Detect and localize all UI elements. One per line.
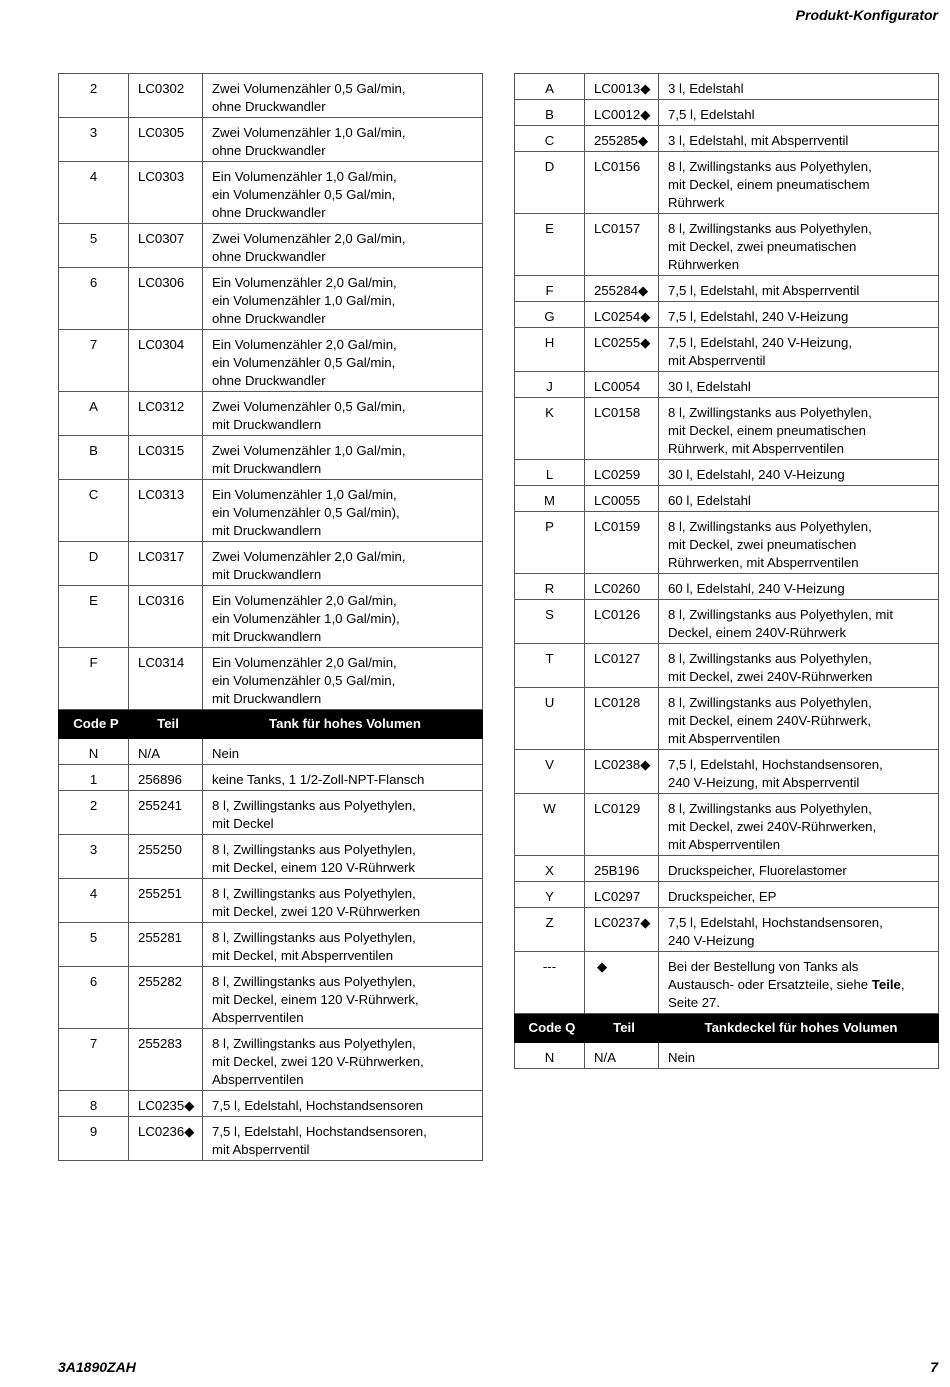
description-line: Ein Volumenzähler 2,0 Gal/min, xyxy=(212,275,397,290)
description-line: Ein Volumenzähler 1,0 Gal/min, xyxy=(212,169,397,184)
row-code: 7 xyxy=(59,1029,129,1091)
row-description xyxy=(203,586,483,648)
row-description xyxy=(659,574,939,600)
description-line: mit Absperrventil xyxy=(668,353,766,368)
row-code: A xyxy=(59,392,129,436)
left-code-p-rows xyxy=(59,739,483,1161)
row-code: H xyxy=(515,328,585,372)
description-line: 8 l, Zwillingstanks aus Polyethylen, xyxy=(668,651,872,666)
right-rows xyxy=(515,74,939,952)
description-line: Rührwerken, mit Absperrventilen xyxy=(668,555,859,570)
description-line: 30 l, Edelstahl, 240 V-Heizung xyxy=(668,467,845,482)
row-description xyxy=(659,152,939,214)
row-description xyxy=(203,1091,483,1117)
table-row xyxy=(515,302,939,328)
row-description xyxy=(203,542,483,586)
description-line: Zwei Volumenzähler 2,0 Gal/min, xyxy=(212,231,406,246)
note-line-2-pre: Austausch- oder Ersatzteile, siehe xyxy=(668,977,872,992)
description-line: 8 l, Zwillingstanks aus Polyethylen, mit xyxy=(668,607,894,622)
row-description xyxy=(659,276,939,302)
row-part-number: LC0317 xyxy=(129,542,203,586)
row-code: T xyxy=(515,644,585,688)
row-description xyxy=(659,794,939,856)
description-line: ohne Druckwandler xyxy=(212,311,326,326)
row-code: F xyxy=(59,648,129,710)
table-row xyxy=(515,600,939,644)
row-part-number: LC0156 xyxy=(585,152,659,214)
description-line: 7,5 l, Edelstahl, 240 V-Heizung xyxy=(668,309,849,324)
row-code: A xyxy=(515,74,585,100)
section-desc-header: Tankdeckel für hohes Volumen xyxy=(659,1014,939,1043)
row-description xyxy=(203,791,483,835)
row-part-number: LC0313 xyxy=(129,480,203,542)
row-description xyxy=(659,486,939,512)
row-code: L xyxy=(515,460,585,486)
row-part-number: 255241 xyxy=(129,791,203,835)
row-part-number: LC0312 xyxy=(129,392,203,436)
row-code: 9 xyxy=(59,1117,129,1161)
row-part-number: LC0158 xyxy=(585,398,659,460)
table-row xyxy=(59,967,483,1029)
row-code: D xyxy=(59,542,129,586)
row-code: F xyxy=(515,276,585,302)
row-part-number: LC0259 xyxy=(585,460,659,486)
row-description xyxy=(203,330,483,392)
section-code-header: Code Q xyxy=(515,1014,585,1043)
row-part-number: LC0297 xyxy=(585,882,659,908)
row-code: P xyxy=(515,512,585,574)
document-number: 3A1890ZAH xyxy=(58,1359,136,1375)
description-line: mit Deckel, einem 120 V-Rührwerk, xyxy=(212,992,419,1007)
row-part-number: LC0316 xyxy=(129,586,203,648)
description-line: mit Druckwandlern xyxy=(212,523,322,538)
description-line: Zwei Volumenzähler 0,5 Gal/min, xyxy=(212,399,406,414)
left-config-table xyxy=(58,73,483,1161)
row-part-number: 255250 xyxy=(129,835,203,879)
description-line: mit Deckel, zwei 120 V-Rührwerken, xyxy=(212,1054,424,1069)
row-description xyxy=(203,1029,483,1091)
section-code-header: Code P xyxy=(59,710,129,739)
right-config-table xyxy=(514,73,939,1069)
row-part-number: N/A xyxy=(585,1043,659,1069)
description-line: Ein Volumenzähler 2,0 Gal/min, xyxy=(212,337,397,352)
row-description xyxy=(203,392,483,436)
row-code: 5 xyxy=(59,923,129,967)
description-line: mit Deckel, zwei 240V-Rührwerken, xyxy=(668,819,877,834)
table-row xyxy=(515,574,939,600)
description-line: mit Druckwandlern xyxy=(212,691,322,706)
description-line: mit Deckel, zwei 240V-Rührwerken xyxy=(668,669,873,684)
description-line: 3 l, Edelstahl, mit Absperrventil xyxy=(668,133,849,148)
note-line-3: Seite 27. xyxy=(668,995,721,1010)
description-line: mit Deckel, zwei pneumatischen xyxy=(668,239,857,254)
row-code: 8 xyxy=(59,1091,129,1117)
table-row xyxy=(59,835,483,879)
row-description xyxy=(659,908,939,952)
description-line: Druckspeicher, Fluorelastomer xyxy=(668,863,847,878)
row-part-number: LC0303 xyxy=(129,162,203,224)
description-line: mit Deckel, mit Absperrventilen xyxy=(212,948,394,963)
description-line: mit Deckel, zwei pneumatischen xyxy=(668,537,857,552)
row-code: B xyxy=(515,100,585,126)
table-row xyxy=(515,856,939,882)
row-code: 6 xyxy=(59,268,129,330)
description-line: mit Druckwandlern xyxy=(212,417,322,432)
row-description xyxy=(203,923,483,967)
description-line: mit Deckel, einem pneumatischen xyxy=(668,423,866,438)
description-line: Zwei Volumenzähler 1,0 Gal/min, xyxy=(212,443,406,458)
row-part-number: LC0012◆ xyxy=(585,100,659,126)
description-line: Nein xyxy=(668,1050,696,1065)
note-description xyxy=(659,952,939,1014)
table-row xyxy=(59,791,483,835)
table-row xyxy=(59,436,483,480)
table-row xyxy=(515,372,939,398)
table-row xyxy=(59,74,483,118)
table-row xyxy=(515,100,939,126)
row-part-number: LC0013◆ xyxy=(585,74,659,100)
table-row xyxy=(515,486,939,512)
description-line: 8 l, Zwillingstanks aus Polyethylen, xyxy=(668,695,872,710)
row-description xyxy=(659,1043,939,1069)
description-line: ohne Druckwandler xyxy=(212,143,326,158)
description-line: 7,5 l, Edelstahl, 240 V-Heizung, xyxy=(668,335,853,350)
row-part-number: 255251 xyxy=(129,879,203,923)
row-part-number: LC0314 xyxy=(129,648,203,710)
row-code: D xyxy=(515,152,585,214)
description-line: ein Volumenzähler 0,5 Gal/min, xyxy=(212,355,396,370)
description-line: mit Deckel, einem 240V-Rührwerk, xyxy=(668,713,872,728)
left-top-rows xyxy=(59,74,483,710)
note-part: ◆ xyxy=(585,952,659,1014)
row-code: K xyxy=(515,398,585,460)
row-code: V xyxy=(515,750,585,794)
row-code: R xyxy=(515,574,585,600)
description-line: ein Volumenzähler 0,5 Gal/min, xyxy=(212,187,396,202)
description-line: 7,5 l, Edelstahl, Hochstandsensoren xyxy=(212,1098,424,1113)
description-line: 240 V-Heizung xyxy=(668,933,755,948)
note-line-2-post: , xyxy=(900,977,905,992)
table-row xyxy=(59,330,483,392)
section-header-code-p xyxy=(59,710,483,739)
description-line: Absperrventilen xyxy=(212,1072,304,1087)
right-code-q-rows xyxy=(515,1043,939,1069)
description-line: ohne Druckwandler xyxy=(212,373,326,388)
description-line: 8 l, Zwillingstanks aus Polyethylen, xyxy=(212,930,416,945)
description-line: mit Deckel xyxy=(212,816,274,831)
row-part-number: 255285◆ xyxy=(585,126,659,152)
table-row xyxy=(515,644,939,688)
description-line: 8 l, Zwillingstanks aus Polyethylen, xyxy=(212,886,416,901)
table-row xyxy=(515,460,939,486)
row-description xyxy=(203,118,483,162)
row-code: E xyxy=(515,214,585,276)
description-line: Nein xyxy=(212,746,240,761)
row-code: 7 xyxy=(59,330,129,392)
row-part-number: LC0315 xyxy=(129,436,203,480)
row-description xyxy=(203,739,483,765)
table-row xyxy=(59,480,483,542)
row-part-number: LC0054 xyxy=(585,372,659,398)
row-description xyxy=(203,765,483,791)
row-code: 6 xyxy=(59,967,129,1029)
table-row xyxy=(515,74,939,100)
description-line: Ein Volumenzähler 2,0 Gal/min, xyxy=(212,593,397,608)
row-description xyxy=(659,882,939,908)
table-row xyxy=(59,923,483,967)
row-part-number: 256896 xyxy=(129,765,203,791)
table-row xyxy=(515,398,939,460)
row-code: Y xyxy=(515,882,585,908)
row-description xyxy=(659,328,939,372)
row-code: N xyxy=(515,1043,585,1069)
table-row xyxy=(59,765,483,791)
row-description xyxy=(659,126,939,152)
row-part-number: 25B196 xyxy=(585,856,659,882)
description-line: Druckspeicher, EP xyxy=(668,889,777,904)
description-line: Deckel, einem 240V-Rührwerk xyxy=(668,625,847,640)
right-section-q xyxy=(515,1014,939,1043)
section-part-header: Teil xyxy=(585,1014,659,1043)
row-description xyxy=(203,648,483,710)
row-description xyxy=(203,1117,483,1161)
row-description xyxy=(659,372,939,398)
row-description xyxy=(659,460,939,486)
description-line: mit Absperrventilen xyxy=(668,731,781,746)
table-row xyxy=(59,118,483,162)
row-code: B xyxy=(59,436,129,480)
description-line: Zwei Volumenzähler 2,0 Gal/min, xyxy=(212,549,406,564)
table-row xyxy=(59,392,483,436)
description-line: 30 l, Edelstahl xyxy=(668,379,751,394)
row-description xyxy=(203,967,483,1029)
description-line: ohne Druckwandler xyxy=(212,249,326,264)
row-description xyxy=(659,214,939,276)
row-code: 3 xyxy=(59,835,129,879)
row-description xyxy=(659,688,939,750)
row-code: E xyxy=(59,586,129,648)
row-description xyxy=(203,436,483,480)
table-row xyxy=(59,1029,483,1091)
description-line: Ein Volumenzähler 1,0 Gal/min, xyxy=(212,487,397,502)
row-description xyxy=(203,835,483,879)
row-description xyxy=(659,750,939,794)
table-row xyxy=(59,1091,483,1117)
row-part-number: LC0127 xyxy=(585,644,659,688)
table-row xyxy=(515,908,939,952)
row-description xyxy=(659,302,939,328)
section-header-code-q xyxy=(515,1014,939,1043)
row-part-number: N/A xyxy=(129,739,203,765)
description-line: 8 l, Zwillingstanks aus Polyethylen, xyxy=(212,974,416,989)
description-line: ohne Druckwandler xyxy=(212,205,326,220)
description-line: ohne Druckwandler xyxy=(212,99,326,114)
description-line: 7,5 l, Edelstahl, Hochstandsensoren, xyxy=(212,1124,427,1139)
description-line: mit Absperrventilen xyxy=(668,837,781,852)
row-part-number: LC0055 xyxy=(585,486,659,512)
row-code: S xyxy=(515,600,585,644)
page-number: 7 xyxy=(930,1359,938,1375)
row-description xyxy=(203,480,483,542)
row-code: Z xyxy=(515,908,585,952)
description-line: 8 l, Zwillingstanks aus Polyethylen, xyxy=(668,801,872,816)
row-code: X xyxy=(515,856,585,882)
row-part-number: LC0238◆ xyxy=(585,750,659,794)
table-row xyxy=(59,648,483,710)
row-code: 4 xyxy=(59,879,129,923)
description-line: 8 l, Zwillingstanks aus Polyethylen, xyxy=(668,519,872,534)
row-code: 4 xyxy=(59,162,129,224)
row-part-number: LC0260 xyxy=(585,574,659,600)
description-line: mit Druckwandlern xyxy=(212,567,322,582)
description-line: 60 l, Edelstahl xyxy=(668,493,751,508)
description-line: mit Deckel, einem 120 V-Rührwerk xyxy=(212,860,416,875)
description-line: 240 V-Heizung, mit Absperrventil xyxy=(668,775,860,790)
description-line: 7,5 l, Edelstahl, mit Absperrventil xyxy=(668,283,860,298)
table-row xyxy=(515,512,939,574)
row-description xyxy=(659,600,939,644)
table-row xyxy=(515,882,939,908)
section-desc-header: Tank für hohes Volumen xyxy=(203,710,483,739)
table-row xyxy=(515,688,939,750)
row-part-number: LC0307 xyxy=(129,224,203,268)
description-line: mit Deckel, zwei 120 V-Rührwerken xyxy=(212,904,421,919)
table-row xyxy=(59,224,483,268)
description-line: ein Volumenzähler 1,0 Gal/min), xyxy=(212,611,400,626)
description-line: Zwei Volumenzähler 1,0 Gal/min, xyxy=(212,125,406,140)
row-description xyxy=(659,512,939,574)
page-header-title: Produkt-Konfigurator xyxy=(795,7,938,23)
table-row xyxy=(515,276,939,302)
description-line: Rührwerk xyxy=(668,195,725,210)
table-row xyxy=(59,542,483,586)
note-code: --- xyxy=(515,952,585,1014)
row-part-number: 255281 xyxy=(129,923,203,967)
table-row xyxy=(515,126,939,152)
row-part-number: LC0126 xyxy=(585,600,659,644)
description-line: 8 l, Zwillingstanks aus Polyethylen, xyxy=(668,159,872,174)
description-line: Ein Volumenzähler 2,0 Gal/min, xyxy=(212,655,397,670)
row-description xyxy=(203,162,483,224)
row-code: N xyxy=(59,739,129,765)
description-line: 7,5 l, Edelstahl, Hochstandsensoren, xyxy=(668,757,883,772)
row-part-number: LC0255◆ xyxy=(585,328,659,372)
row-code: C xyxy=(515,126,585,152)
row-code: C xyxy=(59,480,129,542)
left-section-p xyxy=(59,710,483,739)
row-part-number: LC0236◆ xyxy=(129,1117,203,1161)
row-part-number: LC0237◆ xyxy=(585,908,659,952)
description-line: 8 l, Zwillingstanks aus Polyethylen, xyxy=(212,1036,416,1051)
row-part-number: LC0235◆ xyxy=(129,1091,203,1117)
description-line: ein Volumenzähler 0,5 Gal/min, xyxy=(212,673,396,688)
table-row xyxy=(59,879,483,923)
description-line: mit Druckwandlern xyxy=(212,461,322,476)
section-part-header: Teil xyxy=(129,710,203,739)
row-code: J xyxy=(515,372,585,398)
row-code: M xyxy=(515,486,585,512)
row-part-number: 255282 xyxy=(129,967,203,1029)
description-line: 60 l, Edelstahl, 240 V-Heizung xyxy=(668,581,845,596)
description-line: Zwei Volumenzähler 0,5 Gal/min, xyxy=(212,81,406,96)
description-line: keine Tanks, 1 1/2-Zoll-NPT-Flansch xyxy=(212,772,425,787)
right-note xyxy=(515,952,939,1014)
row-part-number: LC0305 xyxy=(129,118,203,162)
table-row xyxy=(59,586,483,648)
row-description xyxy=(203,879,483,923)
row-description xyxy=(659,74,939,100)
description-line: 8 l, Zwillingstanks aus Polyethylen, xyxy=(212,842,416,857)
row-part-number: LC0306 xyxy=(129,268,203,330)
description-line: 8 l, Zwillingstanks aus Polyethylen, xyxy=(668,405,872,420)
table-row xyxy=(59,268,483,330)
row-description xyxy=(659,398,939,460)
row-part-number: LC0157 xyxy=(585,214,659,276)
row-code: 2 xyxy=(59,791,129,835)
description-line: 8 l, Zwillingstanks aus Polyethylen, xyxy=(668,221,872,236)
row-code: 5 xyxy=(59,224,129,268)
row-description xyxy=(203,74,483,118)
row-part-number: 255284◆ xyxy=(585,276,659,302)
description-line: 7,5 l, Edelstahl, Hochstandsensoren, xyxy=(668,915,883,930)
table-row xyxy=(515,1043,939,1069)
row-code: 3 xyxy=(59,118,129,162)
row-part-number: LC0159 xyxy=(585,512,659,574)
description-line: ein Volumenzähler 0,5 Gal/min), xyxy=(212,505,400,520)
description-line: 7,5 l, Edelstahl xyxy=(668,107,755,122)
row-part-number: LC0254◆ xyxy=(585,302,659,328)
table-row xyxy=(515,750,939,794)
description-line: ein Volumenzähler 1,0 Gal/min, xyxy=(212,293,396,308)
table-row xyxy=(59,162,483,224)
row-code: 2 xyxy=(59,74,129,118)
row-part-number: LC0129 xyxy=(585,794,659,856)
description-line: Rührwerk, mit Absperrventilen xyxy=(668,441,844,456)
note-line-1: Bei der Bestellung von Tanks als xyxy=(668,959,859,974)
row-code: 1 xyxy=(59,765,129,791)
description-line: 8 l, Zwillingstanks aus Polyethylen, xyxy=(212,798,416,813)
table-row xyxy=(59,1117,483,1161)
description-line: 3 l, Edelstahl xyxy=(668,81,744,96)
table-row xyxy=(515,328,939,372)
row-code: U xyxy=(515,688,585,750)
note-row xyxy=(515,952,939,1014)
note-parts-reference: Teile xyxy=(871,977,901,992)
row-description xyxy=(203,268,483,330)
row-description xyxy=(659,100,939,126)
description-line: Absperrventilen xyxy=(212,1010,304,1025)
description-line: mit Absperrventil xyxy=(212,1142,310,1157)
row-part-number: LC0304 xyxy=(129,330,203,392)
row-description xyxy=(659,856,939,882)
table-row xyxy=(59,739,483,765)
row-code: G xyxy=(515,302,585,328)
table-row xyxy=(515,214,939,276)
row-part-number: 255283 xyxy=(129,1029,203,1091)
description-line: mit Druckwandlern xyxy=(212,629,322,644)
description-line: mit Deckel, einem pneumatischem xyxy=(668,177,870,192)
row-code: W xyxy=(515,794,585,856)
table-row xyxy=(515,152,939,214)
row-part-number: LC0302 xyxy=(129,74,203,118)
row-description xyxy=(203,224,483,268)
row-description xyxy=(659,644,939,688)
row-part-number: LC0128 xyxy=(585,688,659,750)
description-line: Rührwerken xyxy=(668,257,740,272)
table-row xyxy=(515,794,939,856)
